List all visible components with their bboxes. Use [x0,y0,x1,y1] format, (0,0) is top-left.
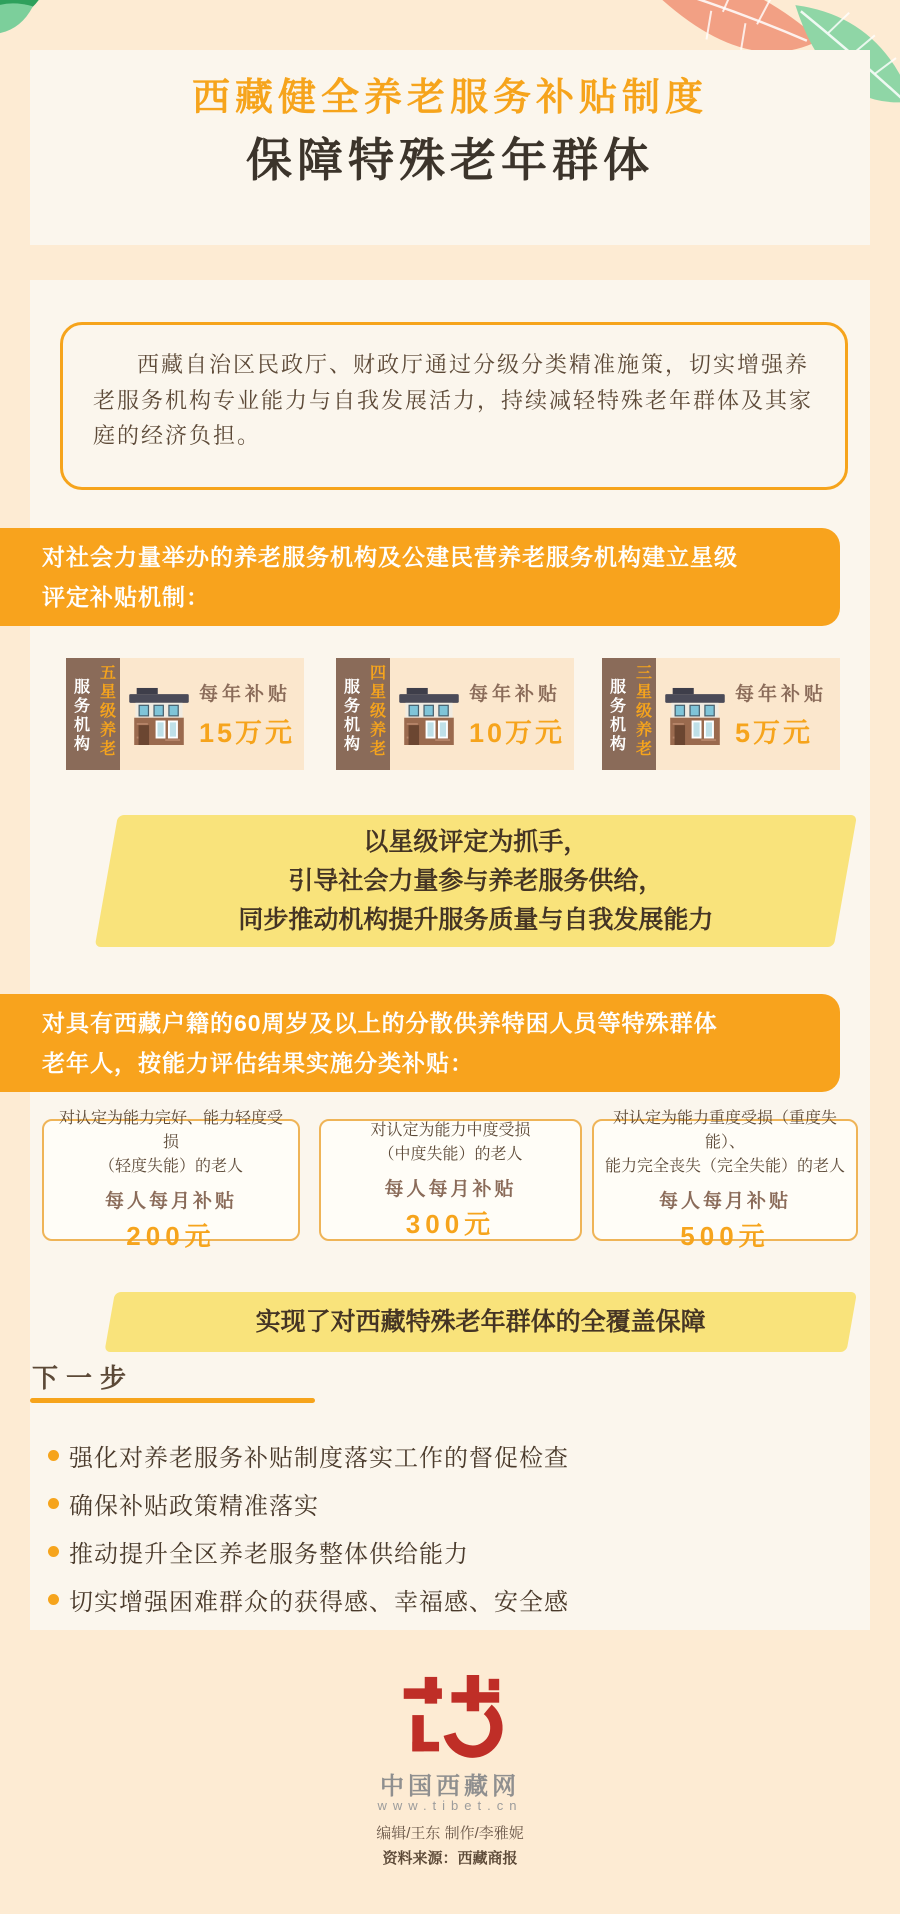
org-label: 服务机构 [341,678,359,754]
monthly-subsidy-label: 每人每月补贴 [658,1191,791,1212]
subsidy-desc-line2: 能力完全丧失（完全失能）的老人 [604,1158,845,1175]
subsidy-desc-line2: （轻度失能）的老人 [98,1158,243,1175]
next-step-text: 推动提升全区养老服务整体供给能力 [69,1541,469,1568]
house-icon [398,680,460,748]
next-step-item [48,1582,569,1617]
subsidy-desc-line1: 对认定为能力重度受损（重度失能）、 [612,1110,837,1151]
monthly-subsidy-amount: 300元 [405,1209,496,1239]
star-card-four [336,658,574,770]
annual-subsidy-amount: 5万元 [735,717,814,748]
house-icon [664,680,726,748]
star-card-three-body [656,658,840,770]
house-icon [128,680,190,748]
monthly-subsidy-label: 每人每月补贴 [384,1179,517,1200]
section1-highlight [95,815,857,947]
section2-highlight [104,1292,857,1352]
credits-line: 编辑/王东 制作/李雅妮 [376,1825,524,1842]
star-card-three-tab [602,658,656,770]
subsidy-desc-line1: 对认定为能力中度受损 [370,1122,531,1139]
page-title-line2: 保障特殊老年群体 [246,134,654,186]
page-title-line1: 西藏健全养老服务补贴制度 [191,77,708,119]
monthly-subsidy-amount: 200元 [126,1221,216,1251]
star-label: 五星级养老 [97,664,115,759]
subsidy-desc-line2: （中度失能）的老人 [378,1146,523,1163]
annual-subsidy-label: 每年补贴 [735,683,828,705]
source-line: 资料来源：西藏商报 [382,1850,518,1867]
bullet-dot-icon [48,1450,59,1461]
annual-subsidy-label: 每年补贴 [199,683,292,705]
section1-banner-line2: 评定补贴机制： [42,584,210,611]
next-steps-heading: 下一步 [32,1363,135,1393]
annual-subsidy-amount: 10万元 [469,717,566,748]
section2-banner [0,994,840,1092]
next-step-text: 强化对养老服务补贴制度落实工作的督促检查 [69,1445,569,1472]
section1-banner-line1: 对社会力量举办的养老服务机构及公建民营养老服务机构建立星级 [42,544,738,570]
next-step-item [48,1486,319,1521]
star-card-five [66,658,304,770]
section2-highlight-text: 实现了对西藏特殊老年群体的全覆盖保障 [255,1307,706,1336]
star-card-three [602,658,840,770]
subsidy-desc-line1: 对认定为能力完好、能力轻度受损 [58,1110,283,1151]
next-step-item [48,1438,569,1473]
next-steps-underline [30,1398,315,1403]
bullet-dot-icon [48,1546,59,1557]
site-url: www.tibet.cn [377,1798,523,1813]
bullet-dot-icon [48,1498,59,1509]
highlight-line2: 引导社会力量参与养老服务供给， [288,866,664,895]
section1-banner [0,528,840,626]
next-step-text: 切实增强困难群众的获得感、幸福感、安全感 [69,1589,569,1616]
star-card-four-tab [336,658,390,770]
intro-paragraph: 西藏自治区民政厅、财政厅通过分级分类精准施策，切实增强养老服务机构专业能力与自我发展活力，持续减轻特殊老年群体及其家庭的经济负担。 [60,322,848,490]
subsidy-card-severe [592,1110,858,1251]
star-card-five-tab [66,658,120,770]
next-step-item [48,1534,469,1569]
annual-subsidy-amount: 15万元 [199,717,296,748]
star-card-five-body [120,658,304,770]
bullet-dot-icon [48,1594,59,1605]
section2-banner-line2: 老年人，按能力评估结果实施分类补贴： [42,1050,474,1077]
highlight-line3: 同步推动机构提升服务质量与自我发展能力 [238,905,714,934]
star-label: 三星级养老 [633,664,651,759]
star-label: 四星级养老 [367,664,385,759]
monthly-subsidy-amount: 500元 [680,1221,770,1251]
china-tibet-net-logo-icon [398,1675,503,1759]
next-step-text: 确保补贴政策精准落实 [69,1493,319,1520]
monthly-subsidy-label: 每人每月补贴 [104,1191,237,1212]
site-name: 中国西藏网 [380,1773,520,1800]
section2-banner-line1: 对具有西藏户籍的60周岁及以上的分散供养特困人员等特殊群体 [42,1010,718,1036]
annual-subsidy-label: 每年补贴 [469,683,562,705]
star-card-four-body [390,658,574,770]
subsidy-card-moderate [319,1119,582,1241]
highlight-line1: 以星级评定为抓手， [363,827,589,856]
org-label: 服务机构 [71,678,89,754]
subsidy-card-mild [42,1110,300,1251]
org-label: 服务机构 [607,678,625,754]
